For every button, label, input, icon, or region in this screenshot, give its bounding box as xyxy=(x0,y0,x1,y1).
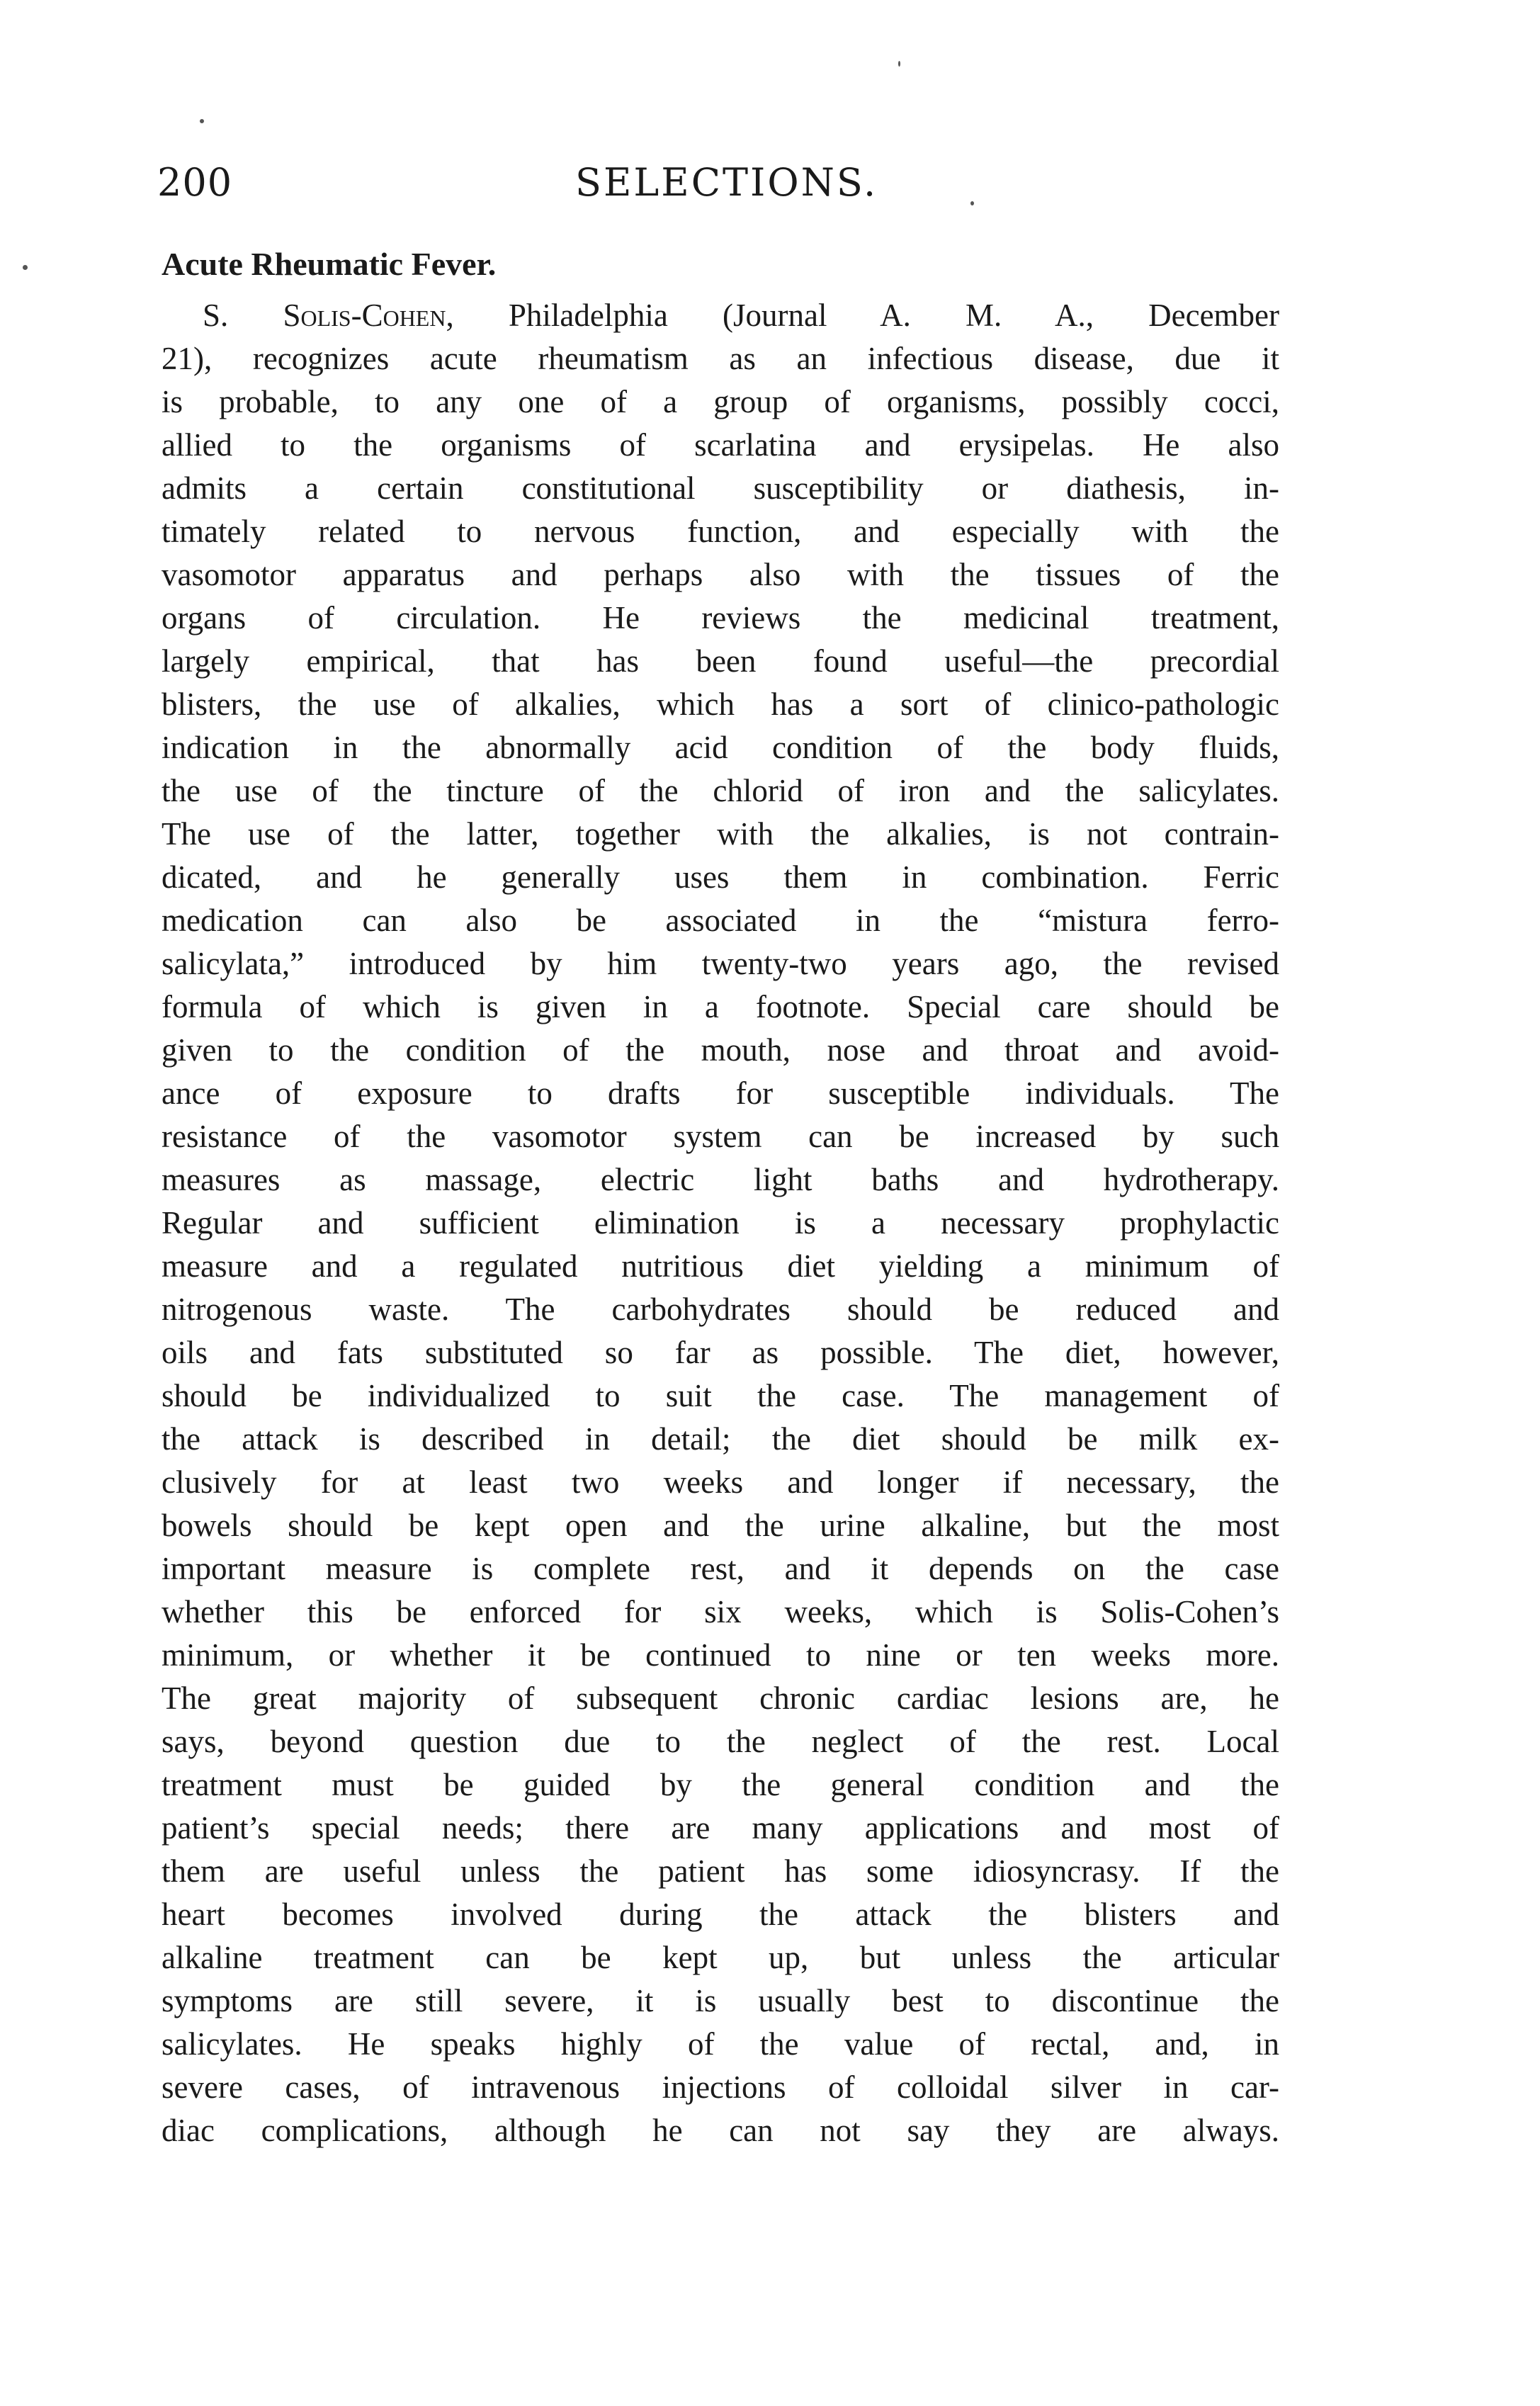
text-line: timately related to nervous function, and especially with the xyxy=(162,514,1279,549)
text-line: measures as massage, electric light baths and hydrotherapy. xyxy=(162,1162,1279,1197)
text-line: alkaline treatment can be kept up, but unless the articular xyxy=(162,1940,1279,1975)
text-line: whether this be enforced for six weeks, which is Solis-Cohen’s xyxy=(162,1594,1279,1630)
text-line: largely empirical, that has been found useful—the precordial xyxy=(162,643,1279,679)
author-initial: S. xyxy=(203,298,229,333)
article-body xyxy=(162,294,1279,2152)
article-heading: Acute Rheumatic Fever. xyxy=(162,246,497,282)
running-title: SELECTIONS. xyxy=(575,160,878,205)
text-line: important measure is complete rest, and it depends on the case xyxy=(162,1551,1279,1586)
text-line: Regular and sufficient elimination is a necessary prophylactic xyxy=(162,1205,1279,1241)
text-line: oils and fats substituted so far as possible. The diet, however, xyxy=(162,1335,1279,1370)
print-speck xyxy=(200,119,204,123)
text-line: measure and a regulated nutritious diet yielding a minimum of xyxy=(162,1248,1279,1284)
lead-rest: , Philadelphia (Journal A. M. A., December xyxy=(446,298,1280,333)
text-line: dicated, and he generally uses them in combination. Ferric xyxy=(162,859,1279,895)
text-line: salicylata,” introduced by him twenty-two years ago, the revised xyxy=(162,946,1279,981)
text-line: minimum, or whether it be continued to nine or ten weeks more. xyxy=(162,1637,1279,1673)
text-line: resistance of the vasomotor system can be increased by such xyxy=(162,1119,1279,1154)
text-line: treatment must be guided by the general condition and the xyxy=(162,1767,1279,1802)
page-number: 200 xyxy=(157,160,233,205)
text-line: vasomotor apparatus and perhaps also with the tissues of the xyxy=(162,557,1279,592)
text-line: symptoms are still severe, it is usually best to discontinue the xyxy=(162,1983,1279,2018)
text-line: bowels should be kept open and the urine alkaline, but the most xyxy=(162,1508,1279,1543)
text-line: formula of which is given in a footnote. Special care should be xyxy=(162,989,1279,1024)
text-line: The use of the latter, together with the alkalies, is not contrain- xyxy=(162,816,1279,852)
running-head xyxy=(157,154,1291,211)
text-line: should be individualized to suit the case. The management of xyxy=(162,1378,1279,1413)
text-line: organs of circulation. He reviews the medicinal treatment, xyxy=(162,600,1279,636)
text-line: indication in the abnormally acid condition of the body fluids, xyxy=(162,730,1279,765)
text-line: clusively for at least two weeks and longer if necessary, the xyxy=(162,1464,1279,1500)
text-line: diac complications, although he can not say they are always. xyxy=(162,2113,1279,2148)
article-lead-line xyxy=(162,294,1279,337)
text-line: allied to the organisms of scarlatina and erysipelas. He also xyxy=(162,427,1279,463)
text-line: the use of the tincture of the chlorid of iron and the salicylates. xyxy=(162,773,1279,808)
text-line: salicylates. He speaks highly of the value of rectal, and, in xyxy=(162,2026,1279,2062)
text-line: severe cases, of intravenous injections of colloidal silver in car- xyxy=(162,2069,1279,2105)
text-line: 21), recognizes acute rheumatism as an infectious disease, due it xyxy=(162,341,1279,376)
text-line: The great majority of subsequent chronic cardiac lesions are, he xyxy=(162,1681,1279,1716)
print-speck xyxy=(898,61,900,67)
text-line: them are useful unless the patient has some idiosyncrasy. If the xyxy=(162,1853,1279,1889)
author-name: Solis-Cohen xyxy=(283,298,446,333)
text-line: medication can also be associated in the “mistura ferro- xyxy=(162,903,1279,938)
text-line: nitrogenous waste. The carbohydrates should be reduced and xyxy=(162,1292,1279,1327)
print-speck xyxy=(23,265,28,270)
text-line: the attack is described in detail; the diet should be milk ex- xyxy=(162,1421,1279,1457)
text-line: patient’s special needs; there are many applications and most of xyxy=(162,1810,1279,1846)
text-line: given to the condition of the mouth, nose and throat and avoid- xyxy=(162,1032,1279,1068)
text-line: admits a certain constitutional susceptibility or diathesis, in- xyxy=(162,470,1279,506)
text-line: says, beyond question due to the neglect of the rest. Local xyxy=(162,1724,1279,1759)
text-line: ance of exposure to drafts for susceptible individuals. The xyxy=(162,1075,1279,1111)
text-line: is probable, to any one of a group of organisms, possibly cocci, xyxy=(162,384,1279,419)
text-line: blisters, the use of alkalies, which has a sort of clinico-pathologic xyxy=(162,687,1279,722)
text-line: heart becomes involved during the attack the blisters and xyxy=(162,1897,1279,1932)
